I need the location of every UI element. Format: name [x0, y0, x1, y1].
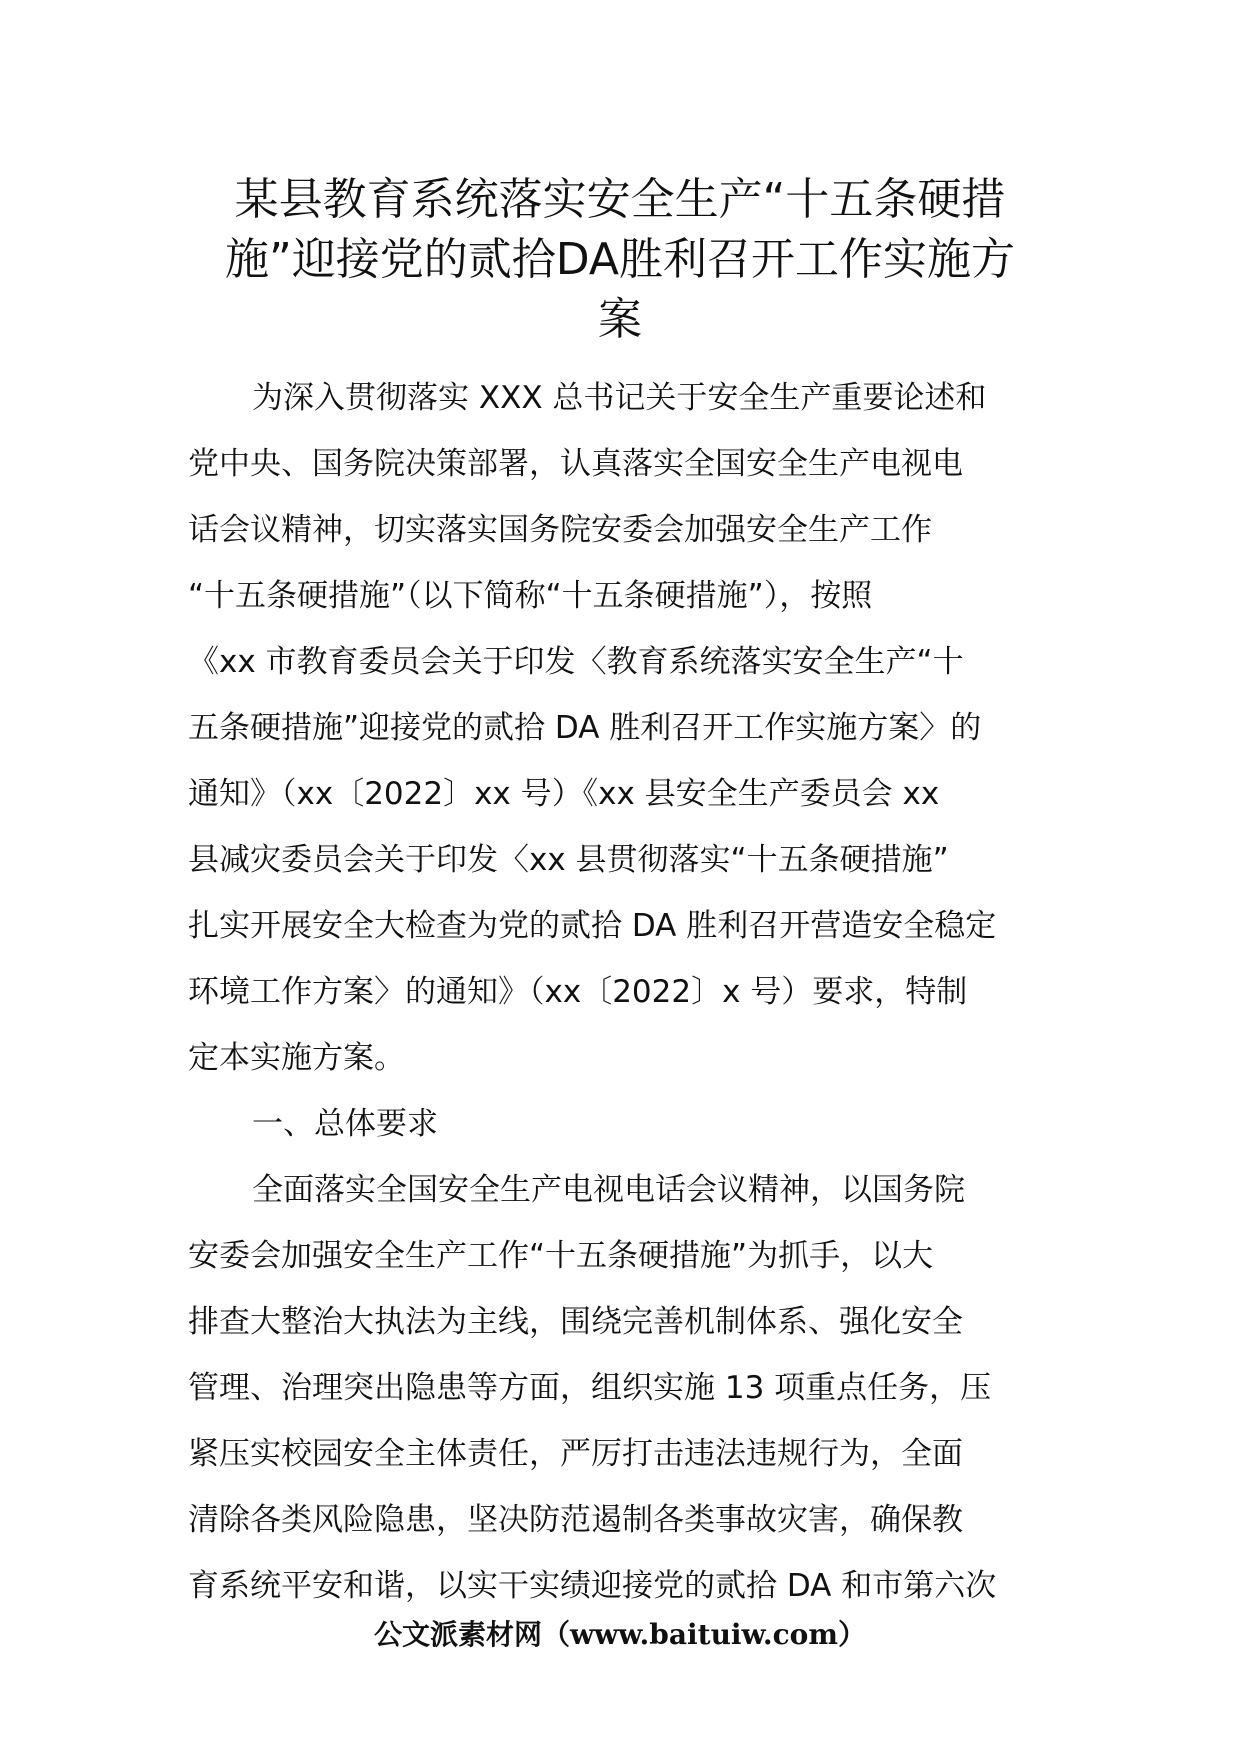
- paragraph-line: 安委会加强安全生产工作“十五条硬措施”为抓手，以大: [188, 1238, 934, 1274]
- title-line: 某县教育系统落实安全生产“十五条硬措: [234, 174, 1006, 225]
- paragraph-line: 育系统平安和谐，以实干实绩迎接党的贰拾 DA 和市第六次: [188, 1568, 997, 1604]
- paragraph-line: 环境工作方案〉的通知》（xx〔2022〕x 号）要求，特制: [188, 974, 968, 1010]
- document-title: [180, 170, 1060, 350]
- section-paragraph: [188, 1157, 1058, 1619]
- title-line: 施”迎接党的贰拾DA胜利召开工作实施方: [224, 234, 1015, 285]
- section-heading: 一、总体要求: [252, 1106, 438, 1142]
- document-body: [188, 365, 1058, 1619]
- paragraph-line: 扎实开展安全大检查为党的贰拾 DA 胜利召开营造安全稳定: [188, 908, 997, 944]
- paragraph-line: 党中央、国务院决策部署，认真落实全国安全生产电视电: [188, 446, 963, 482]
- paragraph-line: 排查大整治大执法为主线，围绕完善机制体系、强化安全: [188, 1304, 963, 1340]
- paragraph-line: 县减灾委员会关于印发〈xx 县贯彻落实“十五条硬措施”: [188, 842, 949, 878]
- footer-watermark: 公文派素材网（www.baituiw.com）: [374, 1618, 866, 1651]
- paragraph-line: 《xx 市教育委员会关于印发〈教育系统落实安全生产“十: [188, 644, 964, 680]
- paragraph-line: 清除各类风险隐患，坚决防范遏制各类事故灾害，确保教: [188, 1502, 963, 1538]
- paragraph-line: 紧压实校园安全主体责任，严厉打击违法违规行为，全面: [188, 1436, 963, 1472]
- paragraph-line: 全面落实全国安全生产电视电话会议精神，以国务院: [252, 1172, 965, 1208]
- intro-paragraph: [188, 365, 1058, 1091]
- paragraph-line: 管理、治理突出隐患等方面，组织实施 13 项重点任务，压: [188, 1370, 992, 1406]
- paragraph-line: 为深入贯彻落实 XXX 总书记关于安全生产重要论述和: [252, 380, 987, 416]
- title-line: 案: [598, 294, 642, 345]
- paragraph-line: 话会议精神，切实落实国务院安委会加强安全生产工作: [188, 512, 932, 548]
- paragraph-line: 通知》（xx〔2022〕xx 号）《xx 县安全生产委员会 xx: [188, 776, 940, 812]
- paragraph-line: “十五条硬措施”（以下简称“十五条硬措施”），按照: [188, 578, 873, 614]
- paragraph-line: 五条硬措施”迎接党的贰拾 DA 胜利召开工作实施方案〉的: [188, 710, 982, 746]
- paragraph-line: 定本实施方案。: [188, 1040, 405, 1076]
